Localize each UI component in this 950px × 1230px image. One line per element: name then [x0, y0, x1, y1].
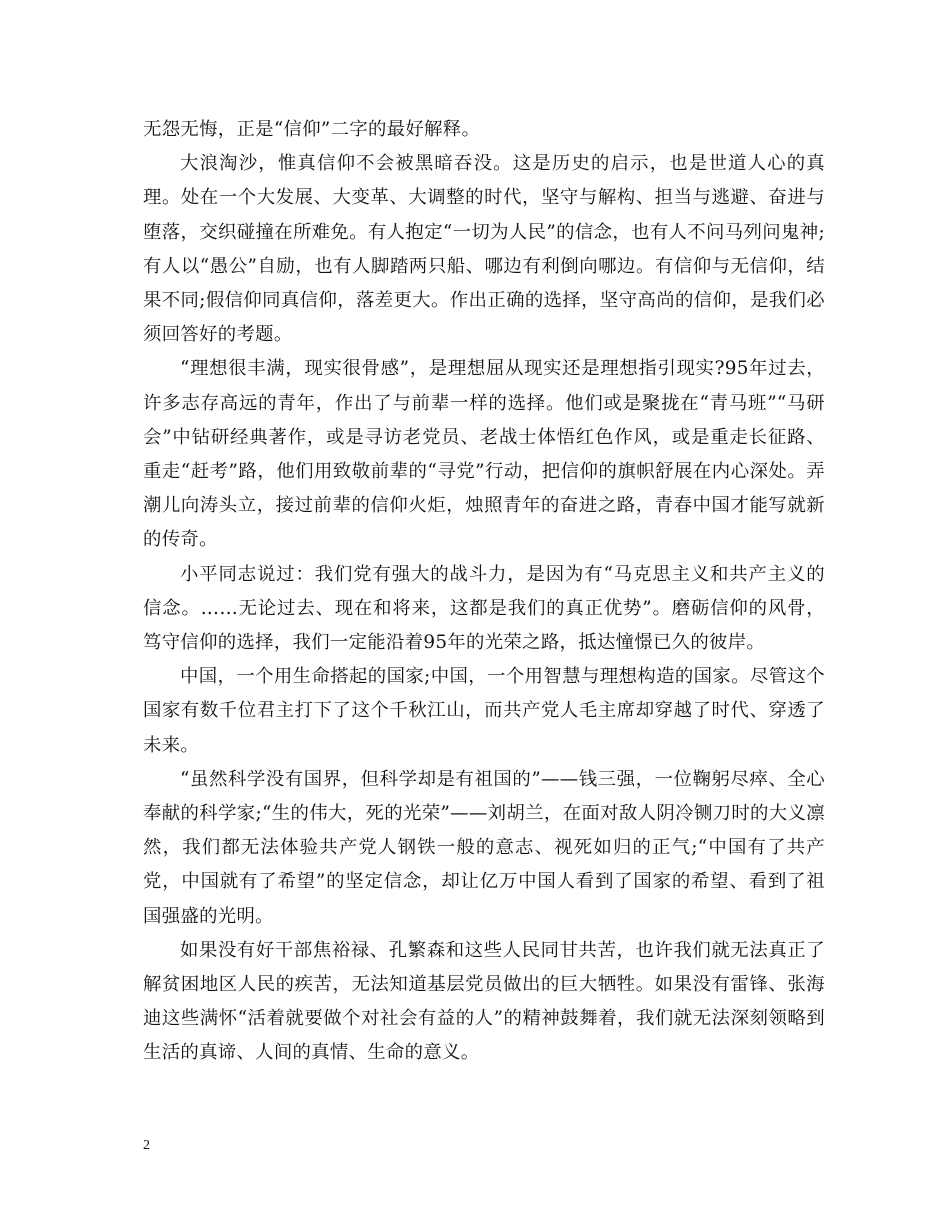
paragraph-continuation: 无怨无悔，正是“信仰”二字的最好解释。 — [143, 119, 481, 140]
paragraph: 如果没有好干部焦裕禄、孔繁森和这些人民同甘共苦，也许我们就无法真正了解贫困地区人民的疾苦，无法知道基层党员做出的巨大牺牲。如果没有雷锋、张海迪这些满怀“活着就要做个对社会有益的人”的精神鼓舞着，我们就无法深刻领略到生活的真谛、人间的真情、生命的意义。 — [143, 939, 825, 1064]
paragraph: 小平同志说过：我们党有强大的战斗力，是因为有“马克思主义和共产主义的信念。……无论过去、现在和将来，这都是我们的真正优势”。磨砺信仰的风骨，笃守信仰的选择，我们一定能沿着95年的光荣之路，抵达憧憬已久的彼岸。 — [143, 563, 825, 654]
paragraph: “理想很丰满，现实很骨感”，是理想屈从现实还是理想指引现实?95年过去，许多志存高远的青年，作出了与前辈一样的选择。他们或是聚拢在“青马班”“马研会”中钻研经典著作，或是寻访老党员、老战士体悟红色作风，或是重走长征路、重走“赶考”路，他们用致敬前辈的“寻党”行动，把信仰的旗帜舒展在内心深处。弄潮儿向涛头立，接过前辈的信仰火炬，烛照青年的奋进之路，青春中国才能写就新的传奇。 — [143, 358, 825, 551]
paragraph: 中国，一个用生命搭起的国家;中国，一个用智慧与理想构造的国家。尽管这个国家有数千位君主打下了这个千秋江山，而共产党人毛主席却穿越了时代、穿透了未来。 — [143, 666, 825, 756]
page-number: 2 — [143, 1138, 150, 1153]
paragraph: “虽然科学没有国界，但科学却是有祖国的”——钱三强，一位鞠躬尽瘁、全心奉献的科学家;“生的伟大，死的光荣”——刘胡兰，在面对敌人阴冷铡刀时的大义凛然，我们都无法体验共产党人钢铁一般的意志、视死如归的正气;“中国有了共产党，中国就有了希望”的坚定信念，却让亿万中国人看到了国家的希望、看到了祖国强盛的光明。 — [143, 768, 825, 927]
page-body — [143, 113, 825, 1071]
paragraph: 大浪淘沙，惟真信仰不会被黑暗吞没。这是历史的启示，也是世道人心的真理。处在一个大发展、大变革、大调整的时代，坚守与解构、担当与逃避、奋进与堕落，交织碰撞在所难免。有人抱定“一切为人民”的信念，也有人不问马列问鬼神;有人以“愚公”自励，也有人脚踏两只船、哪边有利倒向哪边。有信仰与无信仰，结果不同;假信仰同真信仰，落差更大。作出正确的选择，坚守高尚的信仰，是我们必须回答好的考题。 — [143, 153, 825, 346]
